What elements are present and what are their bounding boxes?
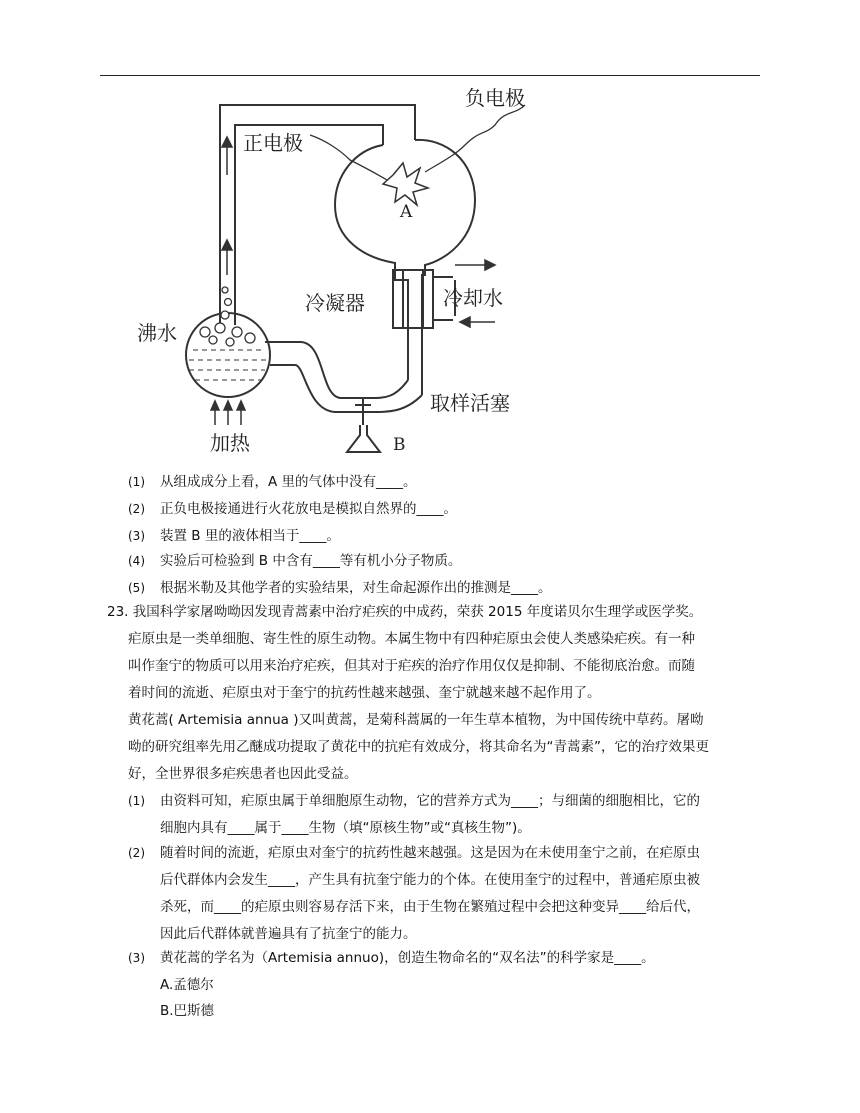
- sub-line: 由资料可知，疟原虫属于单细胞原生动物，它的营养方式为____；与细菌的细胞相比，它的: [160, 793, 700, 809]
- u-tube: [265, 342, 408, 398]
- label-condenser: 冷凝器: [305, 291, 365, 315]
- sub-text: 根据米勒及其他学者的实验结果，对生命起源作出的推测是____。: [160, 580, 552, 596]
- sub-number: (5): [128, 581, 145, 595]
- q23-stem: 23. 我国科学家屠呦呦因发现青蒿素中治疗疟疾的中成药，荣获 2015 年度诺贝尔生理学或医学奖。: [107, 604, 703, 620]
- sub-number: (2): [128, 846, 145, 860]
- top-rule: [100, 75, 760, 76]
- option-b: B.巴斯德: [160, 1003, 215, 1019]
- sub-text: 实验后可检验到 B 中含有____等有机小分子物质。: [160, 553, 462, 569]
- sub-text: 正负电极接通进行火花放电是模拟自然界的____。: [160, 501, 457, 517]
- label-heating: 加热: [210, 431, 250, 455]
- label-sampling-valve: 取样活塞: [430, 391, 510, 415]
- sub-number: (3): [128, 951, 145, 965]
- para-line: 呦的研究组率先用乙醚成功提取了黄花中的抗疟有效成分，将其命名为“青蒿素”，它的治疗效果更: [128, 739, 709, 755]
- sub-line: 细胞内具有____属于____生物（填“原核生物”或“真核生物”)。: [160, 820, 531, 836]
- sub-number: (4): [128, 554, 145, 568]
- para-line: 好，全世界很多疟疾患者也因此受益。: [128, 766, 358, 782]
- sub-number: (3): [128, 529, 145, 543]
- condenser-body: [393, 270, 433, 328]
- sub-text: 装置 B 里的液体相当于____。: [160, 528, 340, 544]
- boiling-flask: [186, 313, 270, 397]
- sub-number: (2): [128, 502, 145, 516]
- spark-icon: [383, 163, 428, 205]
- para-line: 黄花蒿( Artemisia annua )又叫黄蒿，是菊科蒿属的一年生草本植物，为中国传统中草药。屠呦: [128, 712, 704, 728]
- q23-para-1: [128, 626, 768, 707]
- sub-line: 因此后代群体就普遍具有了抗奎宁的能力。: [160, 926, 417, 942]
- sub-number: (1): [128, 475, 145, 489]
- para-line: 着时间的流逝、疟原虫对于奎宁的抗药性越来越强、奎宁就越来越不起作用了。: [128, 685, 601, 701]
- sub-line: 随着时间的流逝，疟原虫对奎宁的抗药性越来越强。这是因为在未使用奎宁之前，在疟原虫: [160, 845, 700, 861]
- positive-wire: [310, 135, 387, 180]
- label-boiling-water: 沸水: [137, 321, 177, 345]
- option-a: A.孟德尔: [160, 977, 214, 993]
- label-flask-b: B: [393, 435, 406, 455]
- flask-b: [347, 425, 380, 452]
- sub-line: 黄花蒿的学名为（Artemisia annuo)，创造生物命名的“双名法”的科学家是____。: [160, 950, 655, 966]
- para-line: 叫作奎宁的物质可以用来治疗疟疾，但其对于疟疾的治疗作用仅仅是抑制、不能彻底治愈。而随: [128, 658, 695, 674]
- label-cooling-water: 冷却水: [443, 286, 503, 310]
- sub-line: 杀死，而____的疟原虫则容易存活下来，由于生物在繁殖过程中会把这种变异____给后代，: [160, 899, 700, 915]
- miller-experiment-diagram: [125, 80, 555, 465]
- label-positive-electrode: 正电极: [243, 131, 303, 155]
- label-negative-electrode: 负电极: [465, 86, 525, 110]
- negative-wire: [425, 105, 525, 172]
- sub-line: 后代群体内会发生____，产生具有抗奎宁能力的个体。在使用奎宁的过程中，普通疟原虫被: [160, 872, 700, 888]
- q23-para-2: [128, 707, 768, 788]
- sub-number: (1): [128, 794, 145, 808]
- sub-text: 从组成成分上看，A 里的气体中没有____。: [160, 474, 417, 490]
- label-flask-a: A: [400, 202, 413, 222]
- para-line: 疟原虫是一类单细胞、寄生性的原生动物。本属生物中有四种疟原虫会使人类感染疟疾。有一种: [128, 631, 695, 647]
